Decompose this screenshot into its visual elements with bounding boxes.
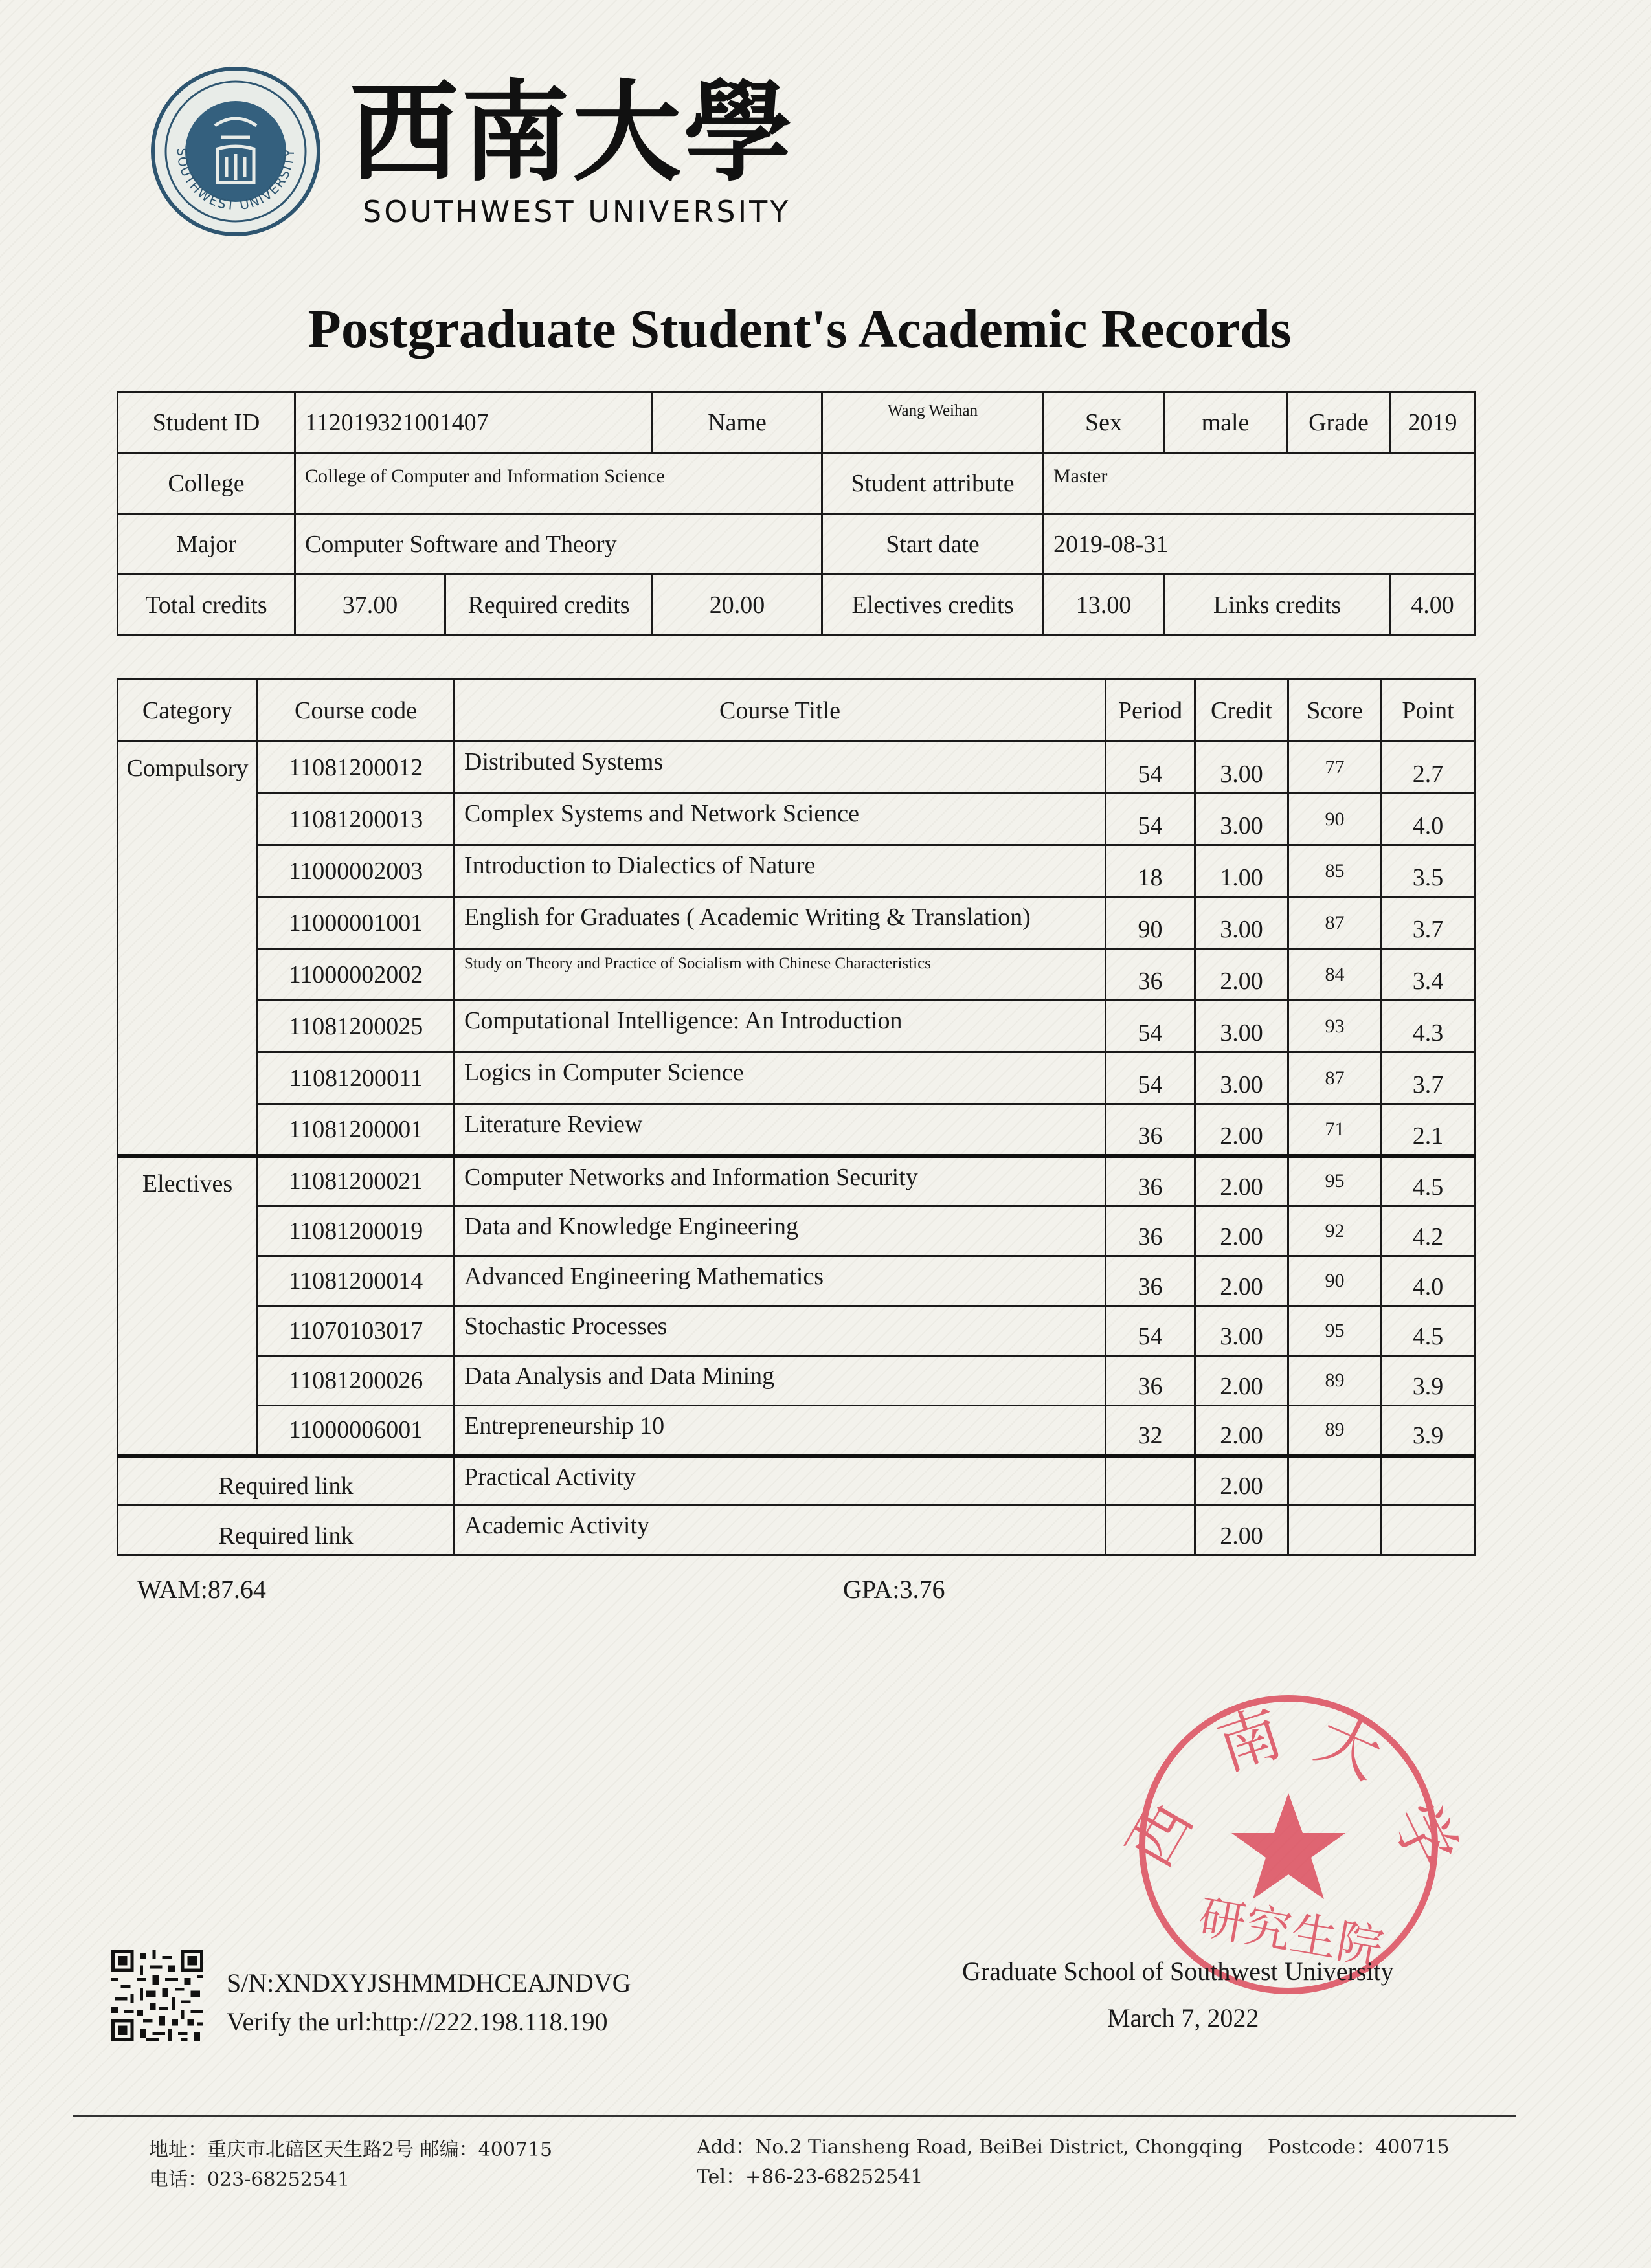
table-row: [118, 1306, 1475, 1356]
seal-bottom-text: 研究生院: [1195, 1889, 1388, 1975]
gpa-summary: GPA:3.76: [843, 1575, 945, 1604]
sex-value: male: [1164, 392, 1287, 453]
course-code: 11000002003: [258, 845, 455, 897]
sex-label: Sex: [1044, 392, 1164, 453]
course-credit: 2.00: [1195, 1206, 1288, 1256]
name-label: Name: [653, 392, 822, 453]
course-period: 54: [1106, 742, 1195, 794]
course-code: 11081200025: [258, 1001, 455, 1052]
course-credit: 3.00: [1195, 897, 1288, 949]
course-score: [1288, 1456, 1382, 1506]
major-value: Computer Software and Theory: [295, 514, 822, 575]
course-point: 4.0: [1382, 794, 1475, 845]
seal-char: 西: [1112, 1788, 1207, 1880]
course-point: 4.5: [1382, 1156, 1475, 1206]
table-row: [118, 794, 1475, 845]
course-period: 90: [1106, 897, 1195, 949]
course-score: 87: [1288, 897, 1382, 949]
course-title: Academic Activity: [455, 1506, 1106, 1555]
course-period: 32: [1106, 1406, 1195, 1456]
course-score: 71: [1288, 1104, 1382, 1156]
course-credit: 2.00: [1195, 949, 1288, 1001]
course-point: 2.1: [1382, 1104, 1475, 1156]
course-point: 3.4: [1382, 949, 1475, 1001]
qr-code-icon: [111, 1950, 203, 2041]
course-code: 11081200026: [258, 1356, 455, 1406]
telephone-chinese: 电话：023-68252541: [149, 2168, 350, 2191]
course-point: 3.5: [1382, 845, 1475, 897]
college-value: College of Computer and Information Science: [295, 453, 822, 514]
course-period: [1106, 1456, 1195, 1506]
links-credits-value: 4.00: [1391, 575, 1475, 636]
header-period: Period: [1106, 680, 1195, 742]
course-title: Data Analysis and Data Mining: [455, 1356, 1106, 1406]
course-credit: 2.00: [1195, 1156, 1288, 1206]
table-row: [118, 949, 1475, 1001]
course-title: Distributed Systems: [455, 742, 1106, 794]
table-row: [118, 1052, 1475, 1104]
table-row: [118, 742, 1475, 794]
course-title: Literature Review: [455, 1104, 1106, 1156]
course-score: 95: [1288, 1156, 1382, 1206]
course-title: Complex Systems and Network Science: [455, 794, 1106, 845]
grade-label: Grade: [1287, 392, 1391, 453]
electives-credits-value: 13.00: [1044, 575, 1164, 636]
address-english: Add：No.2 Tiansheng Road, BeiBei District, Chongqing Postcode：400715: [697, 2136, 1450, 2159]
table-row: [118, 1206, 1475, 1256]
course-score: 85: [1288, 845, 1382, 897]
required-credits-value: 20.00: [653, 575, 822, 636]
table-row: [118, 1104, 1475, 1156]
course-period: 36: [1106, 1206, 1195, 1256]
course-score: 93: [1288, 1001, 1382, 1052]
start-date-value: 2019-08-31: [1044, 514, 1475, 575]
course-title: Data and Knowledge Engineering: [455, 1206, 1106, 1256]
course-code: 11070103017: [258, 1306, 455, 1356]
table-row: [118, 1156, 1475, 1206]
table-header-row: [118, 680, 1475, 742]
university-emblem-icon: [150, 66, 321, 237]
category-compulsory: Compulsory: [118, 742, 258, 1156]
course-score: 95: [1288, 1306, 1382, 1356]
course-score: 87: [1288, 1052, 1382, 1104]
course-credit: 2.00: [1195, 1256, 1288, 1306]
course-point: 3.7: [1382, 897, 1475, 949]
course-period: 36: [1106, 1356, 1195, 1406]
required-credits-label: Required credits: [445, 575, 653, 636]
info-row-credits: [118, 575, 1475, 636]
wam-summary: WAM:87.64: [137, 1575, 266, 1604]
course-credit: 2.00: [1195, 1406, 1288, 1456]
course-credit: 3.00: [1195, 742, 1288, 794]
address-chinese: 地址：重庆市北碚区天生路2号 邮编：400715: [149, 2139, 553, 2161]
college-label: College: [118, 453, 295, 514]
course-code: 11081200019: [258, 1206, 455, 1256]
header-course-code: Course code: [258, 680, 455, 742]
course-code: 11081200013: [258, 794, 455, 845]
course-score: 84: [1288, 949, 1382, 1001]
course-credit: 2.00: [1195, 1456, 1288, 1506]
course-credit: 2.00: [1195, 1356, 1288, 1406]
emblem-ring-text: SOUTHWEST UNIVERSITY: [174, 148, 298, 214]
electives-credits-label: Electives credits: [822, 575, 1044, 636]
table-row: [118, 1001, 1475, 1052]
info-row-id: [118, 392, 1475, 453]
issue-date: March 7, 2022: [1107, 2003, 1259, 2032]
course-code: 11081200001: [258, 1104, 455, 1156]
course-point: [1382, 1456, 1475, 1506]
link-category-label: Required link: [118, 1506, 455, 1555]
course-title: Entrepreneurship 10: [455, 1406, 1106, 1456]
total-credits-label: Total credits: [118, 575, 295, 636]
course-period: 36: [1106, 1156, 1195, 1206]
course-credit: 1.00: [1195, 845, 1288, 897]
telephone-english: Tel：+86-23-68252541: [697, 2166, 923, 2188]
course-period: 54: [1106, 1052, 1195, 1104]
seal-char: 大: [1305, 1702, 1393, 1794]
course-code: 11000002002: [258, 949, 455, 1001]
course-score: 89: [1288, 1356, 1382, 1406]
major-label: Major: [118, 514, 295, 575]
course-title: Logics in Computer Science: [455, 1052, 1106, 1104]
document-title: Postgraduate Student's Academic Records: [308, 299, 1292, 359]
course-credit: 3.00: [1195, 1306, 1288, 1356]
university-logo-english: SOUTHWEST UNIVERSITY: [363, 194, 791, 229]
issuer-name: Graduate School of Southwest University: [962, 1957, 1394, 1986]
course-point: 4.5: [1382, 1306, 1475, 1356]
course-title: Practical Activity: [455, 1456, 1106, 1506]
course-title: Computer Networks and Information Security: [455, 1156, 1106, 1206]
seal-char: 南: [1208, 1696, 1290, 1784]
course-period: 36: [1106, 1256, 1195, 1306]
course-credit: 3.00: [1195, 1052, 1288, 1104]
attribute-value: Master: [1044, 453, 1475, 514]
links-credits-label: Links credits: [1164, 575, 1391, 636]
course-title: Advanced Engineering Mathematics: [455, 1256, 1106, 1306]
header-point: Point: [1382, 680, 1475, 742]
course-point: 4.2: [1382, 1206, 1475, 1256]
course-period: 36: [1106, 949, 1195, 1001]
course-score: 89: [1288, 1406, 1382, 1456]
table-row: [118, 1456, 1475, 1506]
info-row-college: [118, 453, 1475, 514]
total-credits-value: 37.00: [295, 575, 445, 636]
course-code: 11081200014: [258, 1256, 455, 1306]
course-credit: 2.00: [1195, 1506, 1288, 1555]
course-score: 90: [1288, 1256, 1382, 1306]
header-credit: Credit: [1195, 680, 1288, 742]
course-credit: 2.00: [1195, 1104, 1288, 1156]
name-value: Wang Weihan: [822, 392, 1044, 453]
student-id-label: Student ID: [118, 392, 295, 453]
course-code: 11000001001: [258, 897, 455, 949]
course-point: [1382, 1506, 1475, 1555]
grade-value: 2019: [1391, 392, 1475, 453]
table-row: [118, 1406, 1475, 1456]
university-logo-chinese: 西南大學: [350, 68, 795, 196]
student-info-table: [117, 391, 1476, 636]
course-credit: 3.00: [1195, 794, 1288, 845]
header-category: Category: [118, 680, 258, 742]
table-row: [118, 1506, 1475, 1555]
course-score: [1288, 1506, 1382, 1555]
course-point: 3.9: [1382, 1406, 1475, 1456]
course-title: English for Graduates ( Academic Writing & Translation): [455, 897, 1106, 949]
course-point: 2.7: [1382, 742, 1475, 794]
category-electives: Electives: [118, 1156, 258, 1456]
course-title: Introduction to Dialectics of Nature: [455, 845, 1106, 897]
course-point: 4.0: [1382, 1256, 1475, 1306]
table-row: [118, 897, 1475, 949]
course-score: 90: [1288, 794, 1382, 845]
course-period: 54: [1106, 1001, 1195, 1052]
course-score: 77: [1288, 742, 1382, 794]
course-point: 3.7: [1382, 1052, 1475, 1104]
course-records-table: [117, 678, 1476, 1556]
header-course-title: Course Title: [455, 680, 1106, 742]
serial-number: S/N:XNDXYJSHMMDHCEAJNDVG: [227, 1968, 631, 1997]
course-period: 54: [1106, 1306, 1195, 1356]
course-code: 11081200012: [258, 742, 455, 794]
header-score: Score: [1288, 680, 1382, 742]
student-id-value: 112019321001407: [295, 392, 653, 453]
table-row: [118, 845, 1475, 897]
seal-char: 学: [1378, 1791, 1471, 1880]
course-credit: 3.00: [1195, 1001, 1288, 1052]
info-row-major: [118, 514, 1475, 575]
course-point: 3.9: [1382, 1356, 1475, 1406]
course-score: 92: [1288, 1206, 1382, 1256]
footer-divider: [73, 2115, 1516, 2117]
course-period: 36: [1106, 1104, 1195, 1156]
course-period: 54: [1106, 794, 1195, 845]
course-point: 4.3: [1382, 1001, 1475, 1052]
verify-url: Verify the url:http://222.198.118.190: [227, 2007, 608, 2036]
seal-star-icon: [1231, 1793, 1345, 1899]
link-category-label: Required link: [118, 1456, 455, 1506]
course-title: Computational Intelligence: An Introduction: [455, 1001, 1106, 1052]
course-title: Stochastic Processes: [455, 1306, 1106, 1356]
attribute-label: Student attribute: [822, 453, 1044, 514]
course-code: 11081200011: [258, 1052, 455, 1104]
table-row: [118, 1356, 1475, 1406]
course-period: 18: [1106, 845, 1195, 897]
start-date-label: Start date: [822, 514, 1044, 575]
course-code: 11081200021: [258, 1156, 455, 1206]
course-period: [1106, 1506, 1195, 1555]
course-title: Study on Theory and Practice of Socialism with Chinese Characteristics: [455, 949, 1106, 1001]
course-code: 11000006001: [258, 1406, 455, 1456]
table-row: [118, 1256, 1475, 1306]
